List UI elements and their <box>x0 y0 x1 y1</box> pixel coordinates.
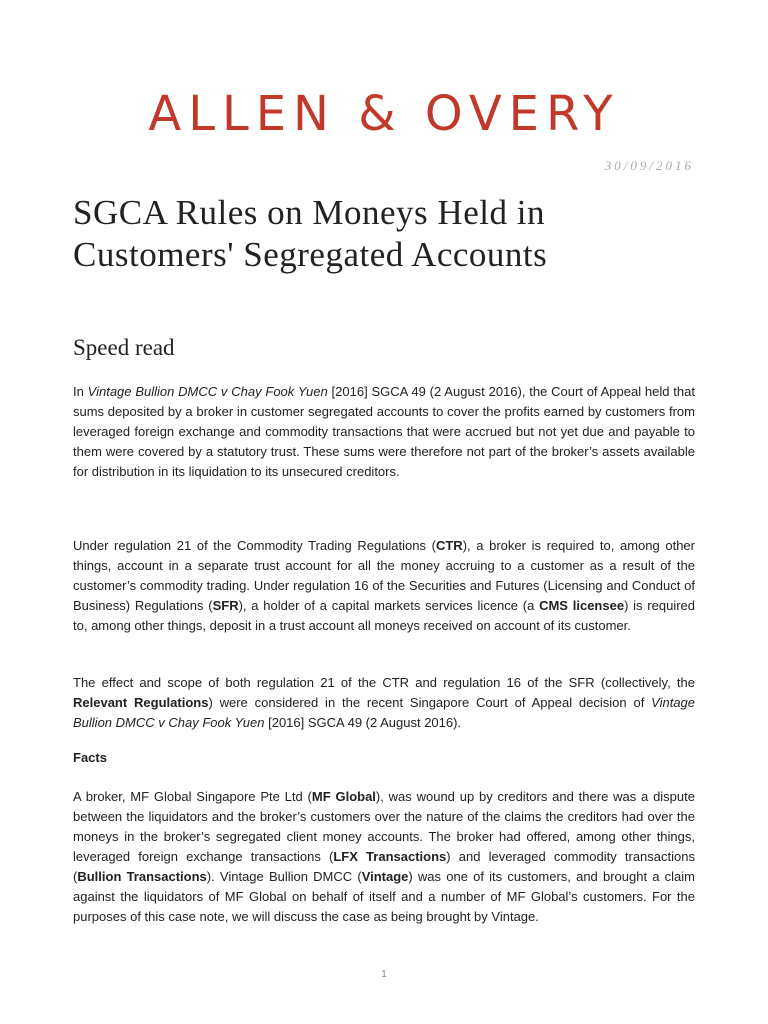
article-title: SGCA Rules on Moneys Held in Customers' Segregated Accounts <box>73 193 548 274</box>
regulations-paragraph: Under regulation 21 of the Commodity Trading Regulations (CTR), a broker is required to, among other things, account in a separate trust account for all the money accruing to a customer as a result of the customer’s commodity trading. Under regulation 16 of the Securities and Futures (Licensing and Conduct of Business) Regulations (SFR), a holder of a capital markets services licence (a CMS licensee) is required to, among other things, deposit in a trust account all moneys received on account of its customer. <box>73 538 695 633</box>
facts-paragraph: A broker, MF Global Singapore Pte Ltd (MF Global), was wound up by creditors and there was a dispute between the liquidators and the broker’s customers over the nature of the claims the creditors had over the moneys in the broker’s segregated client money accounts. The broker had offered, among other things, leveraged foreign exchange transactions (LFX Transactions) and leveraged commodity transactions (Bullion Transactions). Vintage Bullion DMCC (Vintage) was one of its customers, and brought a claim against the liquidators of MF Global on behalf of itself and a number of MF Global’s customers. For the purposes of this case note, we will discuss the case as being brought by Vintage. <box>73 789 696 924</box>
brand-logo: ALLEN & OVERY <box>148 86 620 142</box>
publication-date: 30/09/2016 <box>604 158 694 173</box>
scope-paragraph: The effect and scope of both regulation 21 of the CTR and regulation 16 of the SFR (collectively, the Relevant Regulations) were considered in the recent Singapore Court of Appeal decision of Vintage Bullion DMCC v Chay Fook Yuen [2016] SGCA 49 (2 August 2016). <box>73 675 696 730</box>
page-number: 1 <box>381 969 387 980</box>
speed-read-heading: Speed read <box>73 335 175 360</box>
facts-heading: Facts <box>73 750 107 765</box>
speed-read-paragraph: In Vintage Bullion DMCC v Chay Fook Yuen [2016] SGCA 49 (2 August 2016), the Court of Appeal held that sums deposited by a broker in customer segregated accounts to cover the profits earned by customers from leveraged foreign exchange and commodity transactions that were accrued but not yet due and payable to them were covered by a statutory trust. These sums were therefore not part of the broker’s assets available for distribution in its liquidation to its unsecured creditors. <box>73 384 695 479</box>
